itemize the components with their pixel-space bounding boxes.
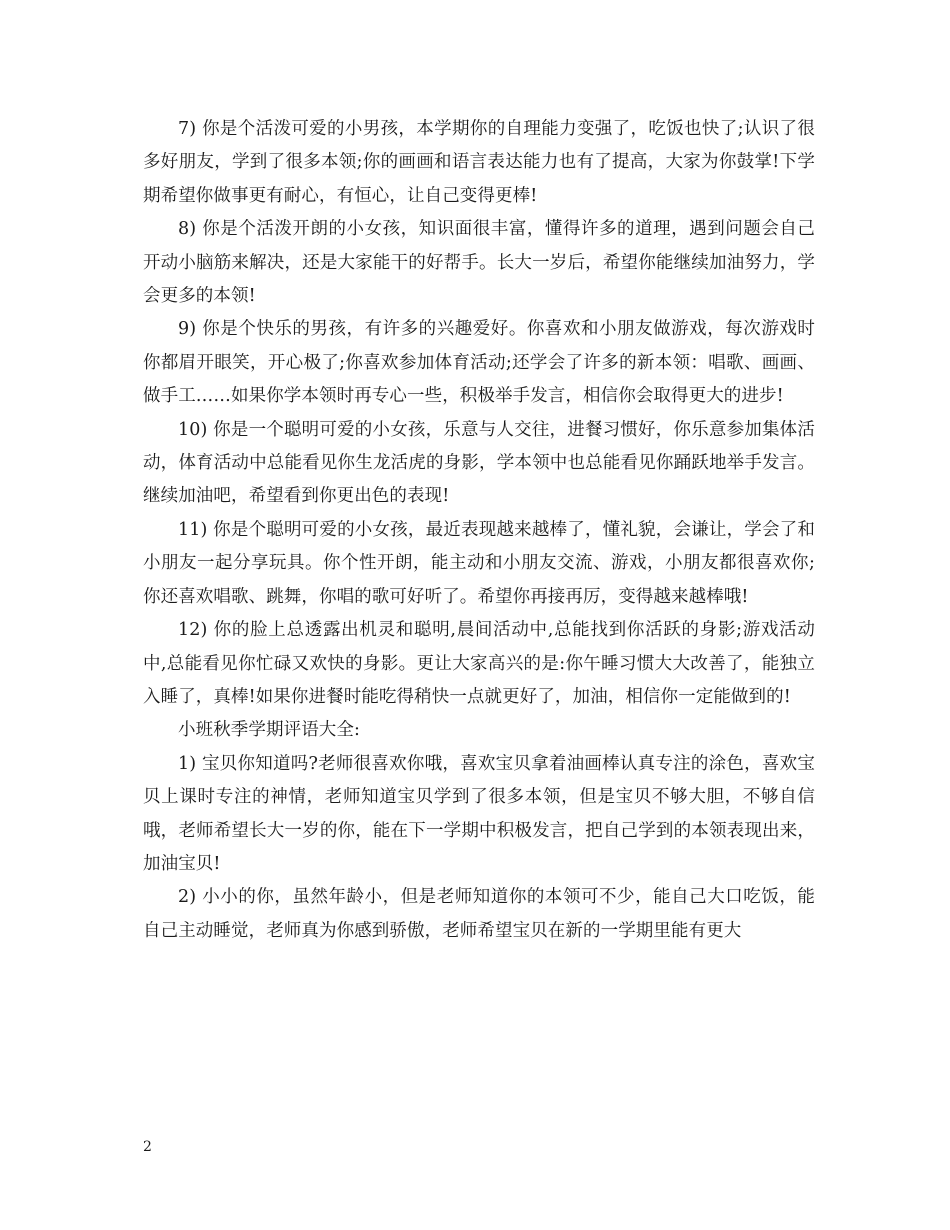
comment-paragraph-1: 1) 宝贝你知道吗?老师很喜欢你哦，喜欢宝贝拿着油画棒认真专注的涂色，喜欢宝贝上课时专注的神情，老师知道宝贝学到了很多本领，但是宝贝不够大胆，不够自信哦，老师希望长大一岁的你，能在下一学期中积极发言，把自己学到的本领表现出来，加油宝贝!	[143, 753, 815, 874]
section-heading: 小班秋季学期评语大全:	[178, 720, 360, 741]
comment-paragraph-8: 8) 你是个活泼开朗的小女孩，知识面很丰富，懂得许多的道理，遇到问题会自己开动小脑筋来解决，还是大家能干的好帮手。长大一岁后，希望你能继续加油努力，学会更多的本领!	[143, 219, 815, 307]
page-number: 2	[143, 1139, 152, 1155]
comment-paragraph-11: 11) 你是个聪明可爱的小女孩，最近表现越来越棒了，懂礼貌，会谦让，学会了和小朋友一起分享玩具。你个性开朗，能主动和小朋友交流、游戏，小朋友都很喜欢你;你还喜欢唱歌、跳舞，你唱的歌可好听了。希望你再接再厉，变得越来越棒哦!	[143, 519, 815, 607]
comment-paragraph-12: 12) 你的脸上总透露出机灵和聪明,晨间活动中,总能找到你活跃的身影;游戏活动中,总能看见你忙碌又欢快的身影。更让大家高兴的是:你午睡习惯大大改善了，能独立入睡了，真棒!如果你进餐时能吃得稍快一点就更好了，加油，相信你一定能做到的!	[143, 620, 815, 707]
comment-paragraph-10: 10) 你是一个聪明可爱的小女孩，乐意与人交往，进餐习惯好，你乐意参加集体活动，体育活动中总能看见你生龙活虎的身影，学本领中也总能看见你踊跃地举手发言。继续加油吧，希望看到你更出色的表现!	[143, 419, 815, 507]
comment-paragraph-7: 7) 你是个活泼可爱的小男孩，本学期你的自理能力变强了，吃饭也快了;认识了很多好朋友，学到了很多本领;你的画画和语言表达能力也有了提高，大家为你鼓掌!下学期希望你做事更有耐心，有恒心，让自己变得更棒!	[143, 119, 815, 206]
comment-paragraph-2: 2) 小小的你，虽然年龄小，但是老师知道你的本领可不少，能自己大口吃饭，能自己主动睡觉，老师真为你感到骄傲，老师希望宝贝在新的一学期里能有更大	[143, 887, 815, 941]
document-body	[143, 113, 815, 948]
comment-paragraph-9: 9) 你是个快乐的男孩，有许多的兴趣爱好。你喜欢和小朋友做游戏，每次游戏时你都眉开眼笑，开心极了;你喜欢参加体育活动;还学会了许多的新本领：唱歌、画画、做手工……如果你学本领时再专心一些，积极举手发言，相信你会取得更大的进步!	[143, 319, 815, 407]
